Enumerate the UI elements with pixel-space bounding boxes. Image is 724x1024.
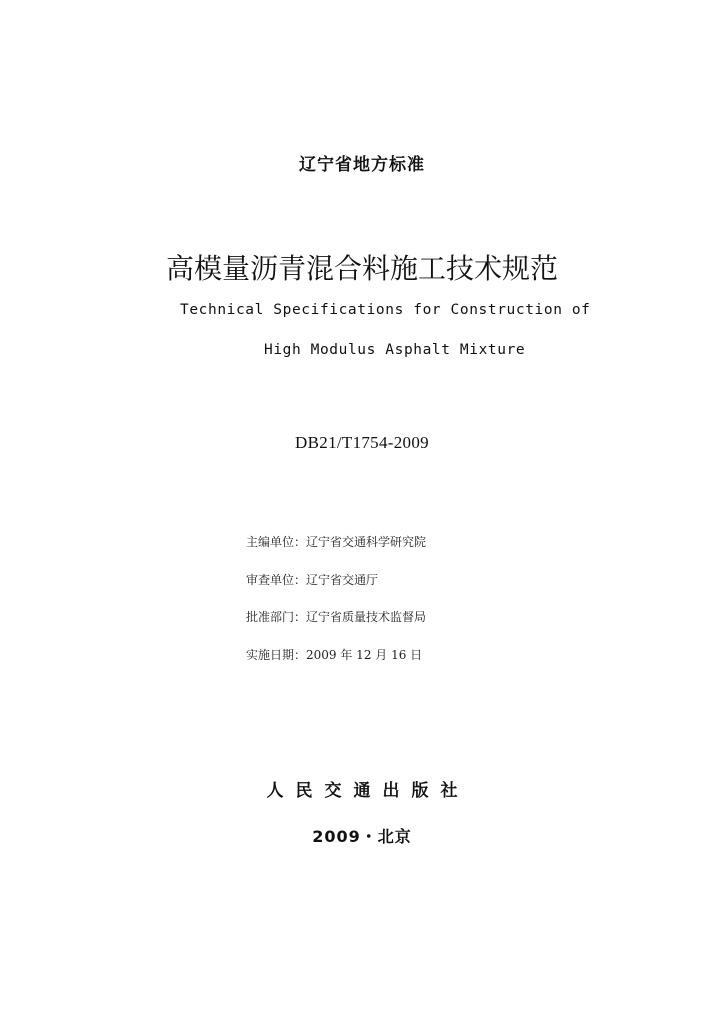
info-row-approver: [246, 599, 426, 637]
info-row-effective-date: [246, 637, 426, 675]
info-label: 批准部门：: [246, 610, 307, 624]
document-title-en-line2: High Modulus Asphalt Mixture: [264, 342, 526, 358]
info-label: 实施日期：: [246, 647, 307, 662]
info-row-editor: [246, 524, 426, 562]
info-label: 主编单位：: [246, 535, 307, 549]
document-title-en-line1: Technical Specifications for Construction of: [180, 302, 591, 318]
document-info-block: [246, 524, 426, 674]
publication-date-place: 2009・北京: [312, 827, 412, 846]
info-row-reviewer: [246, 562, 426, 600]
publisher-name: 人民交通出版社: [266, 781, 470, 801]
standard-type-heading: 辽宁省地方标准: [299, 155, 425, 175]
document-title-cn: 高模量沥青混合料施工技术规范: [165, 252, 558, 285]
info-value: 辽宁省交通厅: [306, 572, 379, 587]
info-value: 2009 年 12 月 16 日: [306, 647, 423, 662]
standard-code: DB21/T1754-2009: [295, 433, 429, 452]
info-value: 辽宁省交通科学研究院: [306, 535, 427, 549]
info-label: 审查单位：: [246, 572, 307, 587]
info-value: 辽宁省质量技术监督局: [306, 610, 427, 624]
